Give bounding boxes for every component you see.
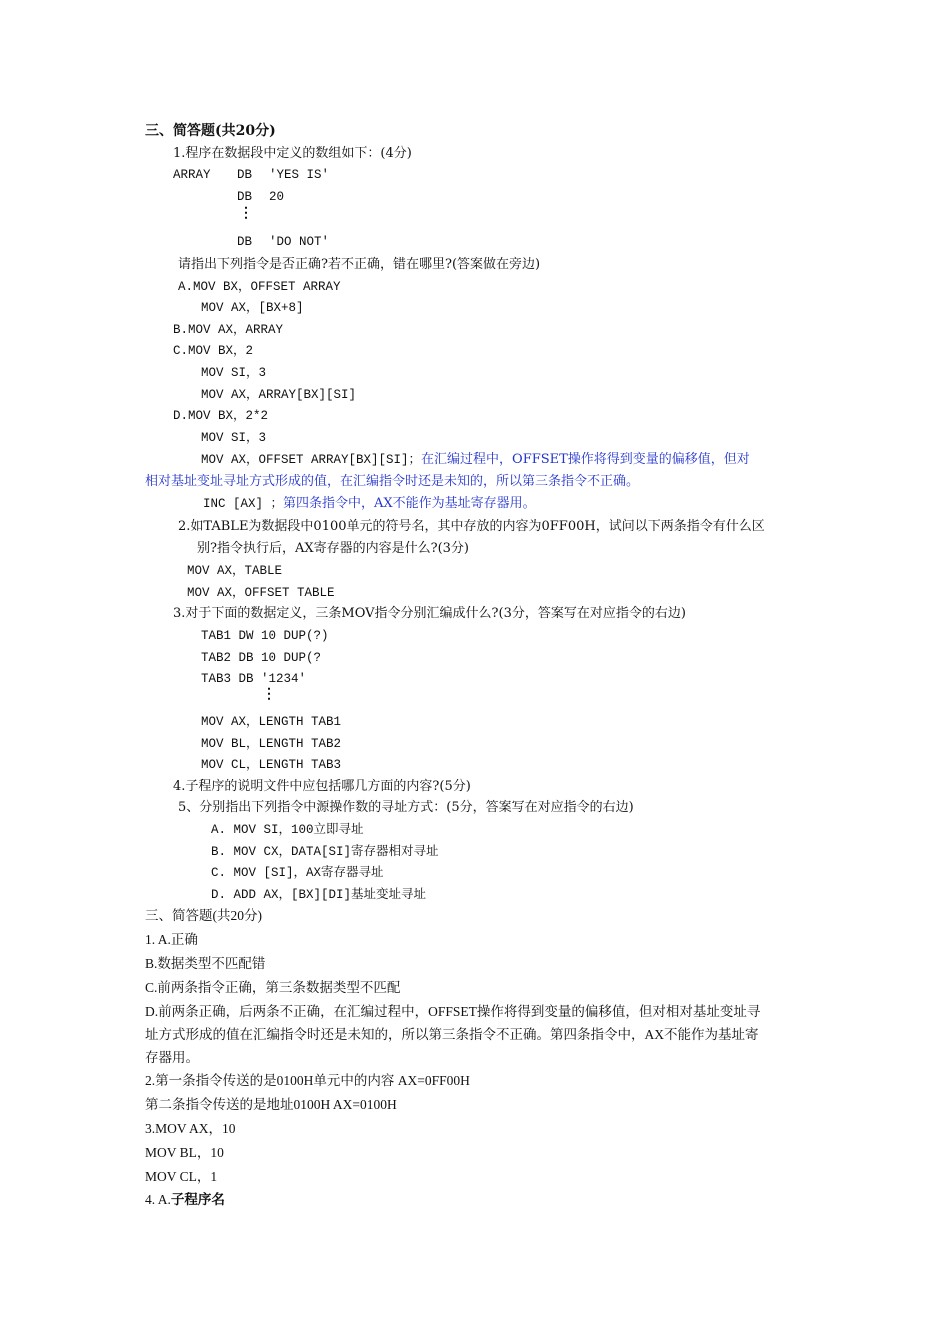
q1-d3 — [201, 451, 750, 469]
answer-2-line-2: 第二条指令传送的是地址0100H AX=0100H — [145, 1097, 397, 1112]
q2-line-2: MOV AX，OFFSET TABLE — [187, 586, 335, 600]
q1-d4-code: INC [AX] ； — [203, 497, 284, 511]
answer-4-bold: 子程序名 — [170, 1192, 225, 1207]
section-heading: 三、简答题(共20分) — [145, 123, 276, 139]
q1-ask: 请指出下列指令是否正确?若不正确，错在哪里?(答案做在旁边) — [178, 257, 541, 272]
q1-code-line-1: ARRAY DB 'YES IS' — [173, 168, 330, 182]
q5-b: B. MOV CX，DATA[SI]寄存器相对寻址 — [211, 845, 439, 859]
answers-heading: 三、简答题(共20分) — [145, 908, 262, 923]
q1-d4 — [203, 495, 536, 513]
q1-d4-note: 第四条指令中，AX不能作为基址寄存器用。 — [283, 496, 536, 511]
answer-3-line-2: MOV BL，10 — [145, 1145, 224, 1160]
q5-a: A. MOV SI，100立即寻址 — [211, 823, 364, 837]
q1-d2: MOV SI，3 — [201, 431, 267, 445]
q1-ellipsis: ⋮ — [239, 205, 253, 221]
answer-1c: C.前两条指令正确，第三条数据类型不匹配 — [145, 980, 401, 995]
answer-1a: 1. A.正确 — [145, 932, 198, 947]
q1-d3-note-1: 在汇编过程中，OFFSET操作将得到变量的偏移值，但对 — [421, 452, 750, 467]
q4-stem: 4.子程序的说明文件中应包括哪几方面的内容?(5分) — [173, 779, 471, 794]
q5-stem: 5、分别指出下列指令中源操作数的寻址方式：(5分，答案写在对应指令的右边) — [178, 800, 634, 815]
q5-d: D. ADD AX，[BX][DI]基址变址寻址 — [211, 888, 427, 902]
answer-3-line-3: MOV CL，1 — [145, 1169, 218, 1184]
q1-a1: A.MOV BX，OFFSET ARRAY — [178, 280, 341, 294]
answer-1d-line-1: D.前两条正确，后两条不正确，在汇编过程中，OFFSET操作将得到变量的偏移值，但对相对基址变址寻 — [145, 1004, 761, 1019]
q3-mov-3: MOV CL，LENGTH TAB3 — [201, 758, 342, 772]
answer-3-line-1: 3.MOV AX，10 — [145, 1121, 236, 1136]
q2-stem-2: 别?指令执行后，AX寄存器的内容是什么?(3分) — [197, 541, 469, 556]
answer-1d-line-2: 址方式形成的值在汇编指令时还是未知的，所以第三条指令不正确。第四条指令中，AX不能作为基址寄 — [145, 1027, 759, 1042]
q2-line-1: MOV AX，TABLE — [187, 564, 283, 578]
q3-mov-1: MOV AX，LENGTH TAB1 — [201, 715, 342, 729]
q1-code-line-3: DB 'DO NOT' — [237, 235, 330, 249]
q1-b1: B.MOV AX，ARRAY — [173, 323, 284, 337]
answer-4 — [145, 1191, 225, 1209]
q1-c1: C.MOV BX，2 — [173, 344, 254, 358]
q1-code-line-2: DB 20 — [237, 190, 285, 204]
q3-mov-2: MOV BL，LENGTH TAB2 — [201, 737, 342, 751]
q3-tab2: TAB2 DB 10 DUP(? — [201, 651, 322, 665]
answer-2-line-1: 2.第一条指令传送的是0100H单元中的内容 AX=0FF00H — [145, 1073, 470, 1088]
q1-c3: MOV AX，ARRAY[BX][SI] — [201, 388, 357, 402]
q1-a2: MOV AX，[BX+8] — [201, 301, 304, 315]
answer-1d-line-3: 存器用。 — [145, 1050, 199, 1065]
answer-1b: B.数据类型不匹配错 — [145, 956, 266, 971]
q1-d3-note-2: 相对基址变址寻址方式形成的值，在汇编指令时还是未知的，所以第三条指令不正确。 — [145, 474, 640, 489]
q3-tab1: TAB1 DW 10 DUP(?) — [201, 629, 329, 643]
q1-stem: 1.程序在数据段中定义的数组如下：(4分) — [173, 146, 412, 161]
q1-d3-code: MOV AX，OFFSET ARRAY[BX][SI]； — [201, 453, 422, 467]
q3-stem: 3.对于下面的数据定义，三条MOV指令分别汇编成什么?(3分，答案写在对应指令的右边) — [173, 606, 686, 621]
q1-d1: D.MOV BX，2*2 — [173, 409, 269, 423]
q3-ellipsis: ⋮ — [262, 686, 276, 702]
q2-stem-1: 2.如TABLE为数据段中0100单元的符号名，其中存放的内容为0FF00H，试问以下两条指令有什么区 — [178, 519, 765, 534]
answer-4-prefix: 4. A. — [145, 1192, 171, 1207]
q3-tab3: TAB3 DB '1234' — [201, 672, 307, 686]
q1-c2: MOV SI，3 — [201, 366, 267, 380]
q5-c: C. MOV [SI]，AX寄存器寻址 — [211, 866, 384, 880]
